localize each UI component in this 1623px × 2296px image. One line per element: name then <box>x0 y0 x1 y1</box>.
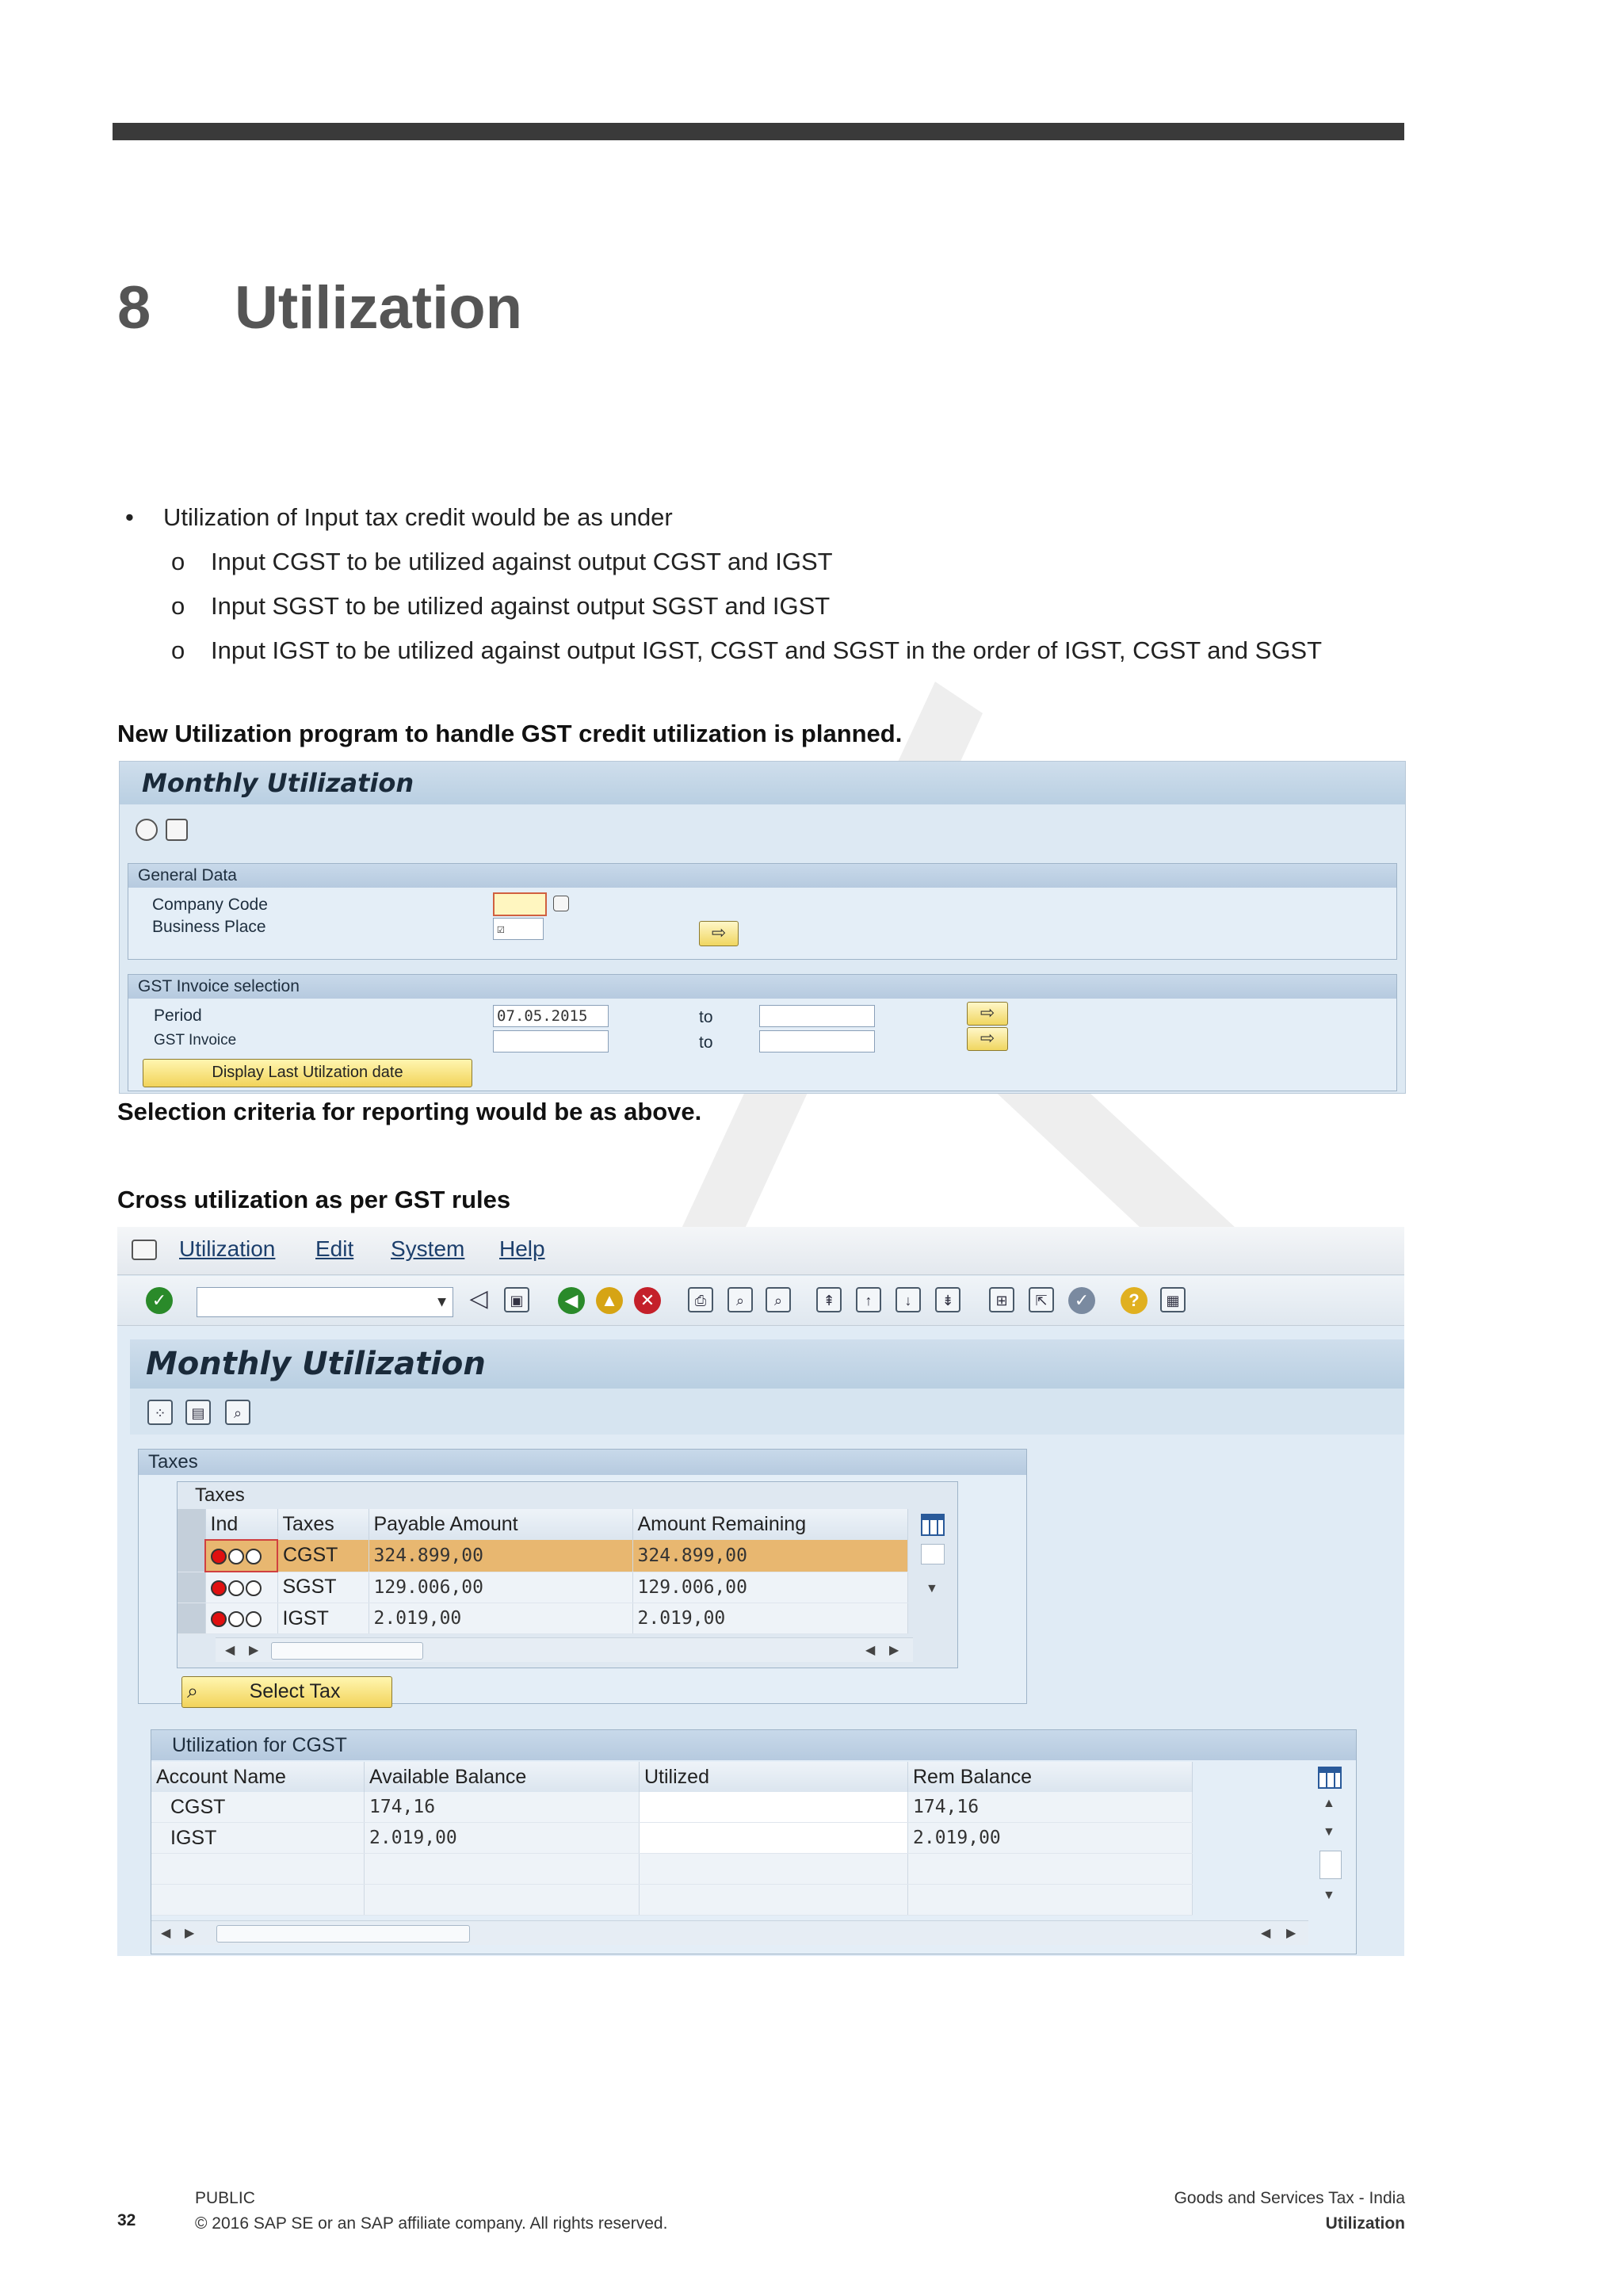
col-rem-balance[interactable]: Rem Balance <box>908 1762 1193 1792</box>
last-page-icon[interactable]: ⇟ <box>935 1287 960 1312</box>
payable-cell: 129.006,00 <box>369 1572 632 1603</box>
legend-icon[interactable]: ⁘ <box>147 1400 173 1425</box>
taxes-group <box>138 1449 1027 1704</box>
col-taxes[interactable]: Taxes <box>277 1509 369 1540</box>
select-all-cell[interactable] <box>178 1509 205 1540</box>
classification-label: PUBLIC <box>195 2189 255 2207</box>
search-icon: ⌕ <box>187 1680 199 1702</box>
col-utilized[interactable]: Utilized <box>640 1762 908 1792</box>
general-data-header: General Data <box>128 864 1396 888</box>
scroll-down-arrow-icon[interactable]: ▼ <box>1323 1825 1335 1839</box>
payable-cell: 324.899,00 <box>369 1540 632 1572</box>
period-from-input[interactable]: 07.05.2015 <box>493 1005 609 1027</box>
paragraph-cross-utilization: Cross utilization as per GST rules <box>117 1186 511 1213</box>
variant-icon[interactable] <box>166 819 188 841</box>
available-cell: 2.019,00 <box>365 1823 640 1854</box>
utilization-horizontal-scrollbar[interactable]: ◀ ▶ ◀ ▶ <box>151 1920 1308 1945</box>
screen-title: Monthly Utilization <box>130 1339 1404 1389</box>
taxes-table-title: Taxes <box>195 1484 245 1506</box>
next-page-icon[interactable]: ↓ <box>896 1287 921 1312</box>
layout-menu-icon[interactable]: ▦ <box>1160 1287 1186 1312</box>
taxes-table-control <box>177 1481 958 1668</box>
chapter-title: Utilization <box>235 274 523 342</box>
status-lights-icon <box>205 1603 277 1634</box>
section-name: Utilization <box>1325 2214 1405 2233</box>
find-next-icon[interactable]: ⌕ <box>766 1287 791 1312</box>
table-row[interactable] <box>178 1603 907 1634</box>
business-place-label: Business Place <box>152 918 266 936</box>
find-icon[interactable]: ⌕ <box>727 1287 753 1312</box>
period-label: Period <box>154 1007 202 1025</box>
value-help-icon[interactable] <box>553 896 569 911</box>
details-search-icon[interactable]: ⌕ <box>225 1400 250 1425</box>
period-multiple-selection-icon[interactable]: ⇨ <box>967 1002 1008 1026</box>
remaining-cell: 2.019,00 <box>632 1603 907 1634</box>
bullet-main: • Utilization of Input tax credit would be as under <box>119 495 1322 540</box>
rem-cell: 174,16 <box>908 1792 1193 1823</box>
customize-layout-icon[interactable]: ✓ <box>1068 1287 1095 1314</box>
back-icon[interactable]: ◀ <box>558 1287 585 1314</box>
taxes-table <box>178 1509 908 1634</box>
gst-invoice-to-input[interactable] <box>759 1030 875 1052</box>
gst-invoice-to-label: to <box>699 1033 713 1052</box>
page-number: 32 <box>117 2211 136 2229</box>
standard-toolbar <box>117 1276 1404 1326</box>
utilization-header-row <box>151 1762 1193 1792</box>
company-code-label: Company Code <box>152 896 268 914</box>
vertical-scroll-thumb[interactable] <box>1319 1851 1342 1879</box>
save-icon[interactable]: ▣ <box>504 1287 529 1312</box>
table-row-empty[interactable] <box>151 1854 1193 1885</box>
gst-invoice-from-input[interactable] <box>493 1030 609 1052</box>
taxes-horizontal-scrollbar[interactable]: ◀ ▶ ◀ ▶ <box>216 1637 913 1662</box>
remaining-cell: 129.006,00 <box>632 1572 907 1603</box>
monthly-utilization-selection-screen <box>119 761 1406 1094</box>
print-icon[interactable]: ⎙ <box>688 1287 713 1312</box>
table-row-empty[interactable] <box>151 1885 1193 1916</box>
menu-edit[interactable]: Edit <box>315 1236 354 1261</box>
business-place-checkbox[interactable]: ☑ <box>493 918 544 940</box>
enter-check-icon[interactable]: ✓ <box>146 1287 173 1314</box>
vertical-scroll-thumb[interactable] <box>921 1544 945 1564</box>
chapter-heading <box>117 273 522 342</box>
scroll-down-arrow-icon[interactable]: ▼ <box>926 1582 938 1595</box>
paragraph-selection-criteria: Selection criteria for reporting would be as above. <box>117 1098 702 1125</box>
invoice-multiple-selection-icon[interactable]: ⇨ <box>967 1027 1008 1051</box>
utilization-group-header: Utilization for CGST <box>151 1730 1356 1760</box>
tax-cell: CGST <box>277 1540 369 1572</box>
bullet-sub-2: o Input SGST to be utilized against output SGST and IGST <box>171 592 831 620</box>
period-to-input[interactable] <box>759 1005 875 1027</box>
period-to-label: to <box>699 1008 713 1026</box>
multiple-selection-arrow-icon[interactable]: ⇨ <box>699 921 739 946</box>
cancel-icon[interactable]: ✕ <box>634 1287 661 1314</box>
account-cell: IGST <box>151 1823 365 1854</box>
utilization-for-cgst-group <box>151 1729 1357 1954</box>
help-icon[interactable]: ? <box>1121 1287 1148 1314</box>
available-cell: 174,16 <box>365 1792 640 1823</box>
menu-utilization[interactable]: Utilization <box>179 1236 276 1261</box>
col-payable-amount[interactable]: Payable Amount <box>369 1509 632 1540</box>
calculator-icon[interactable]: ▤ <box>185 1400 211 1425</box>
gst-invoice-selection-group <box>128 974 1397 1091</box>
paragraph-utilization-program: New Utilization program to handle GST credit utilization is planned. <box>117 720 903 747</box>
bullet-sub-3: o Input IGST to be utilized against output IGST, CGST and SGST in the order of IGST, CGST and SGST <box>171 636 1323 664</box>
tax-cell: IGST <box>277 1603 369 1634</box>
utilization-table <box>151 1762 1193 1916</box>
first-page-icon[interactable]: ⇞ <box>816 1287 842 1312</box>
status-lights-icon <box>205 1540 277 1572</box>
taxes-group-header: Taxes <box>139 1450 1026 1475</box>
col-amount-remaining[interactable]: Amount Remaining <box>632 1509 907 1540</box>
create-session-icon[interactable]: ⊞ <box>989 1287 1014 1312</box>
footer-right <box>1174 2186 1405 2237</box>
table-row[interactable] <box>178 1540 907 1572</box>
menu-system[interactable]: System <box>391 1236 465 1261</box>
company-code-input[interactable] <box>493 892 547 916</box>
col-account-name[interactable]: Account Name <box>151 1762 365 1792</box>
previous-page-icon[interactable]: ↑ <box>856 1287 881 1312</box>
table-row[interactable] <box>178 1572 907 1603</box>
display-last-utilization-date-button[interactable]: Display Last Utilzation date <box>143 1059 472 1087</box>
menu-help[interactable]: Help <box>499 1236 545 1261</box>
tax-cell: SGST <box>277 1572 369 1603</box>
select-tax-button[interactable]: ⌕ Select Tax <box>181 1676 392 1708</box>
payable-cell: 2.019,00 <box>369 1603 632 1634</box>
document-title: Goods and Services Tax - India <box>1174 2189 1405 2207</box>
footer-left <box>195 2186 667 2237</box>
bullet-sub-1: o Input CGST to be utilized against output CGST and IGST <box>171 548 833 575</box>
gst-invoice-label: GST Invoice <box>154 1032 237 1049</box>
col-available-balance[interactable]: Available Balance <box>365 1762 640 1792</box>
execute-icon[interactable] <box>136 819 158 841</box>
rem-cell: 2.019,00 <box>908 1823 1193 1854</box>
back-arrow-icon[interactable]: ◁ <box>469 1286 488 1312</box>
status-lights-icon <box>205 1572 277 1603</box>
general-data-group <box>128 863 1397 960</box>
shortcut-icon[interactable]: ⇱ <box>1029 1287 1054 1312</box>
top-rule <box>113 123 1404 140</box>
utilized-input[interactable] <box>640 1823 908 1854</box>
application-toolbar <box>130 1389 1404 1435</box>
utilization-table-settings-icon[interactable] <box>1318 1767 1342 1789</box>
utilized-input[interactable] <box>640 1792 908 1823</box>
remaining-cell: 324.899,00 <box>632 1540 907 1572</box>
taxes-table-header-row <box>178 1509 907 1540</box>
copyright-text: © 2016 SAP SE or an SAP affiliate company. All rights reserved. <box>195 2214 668 2233</box>
table-row[interactable] <box>151 1792 1193 1823</box>
session-menu-icon[interactable] <box>132 1240 157 1260</box>
command-field[interactable]: ▼ <box>197 1287 453 1317</box>
col-ind[interactable]: Ind <box>205 1509 277 1540</box>
account-cell: CGST <box>151 1792 365 1823</box>
scroll-bottom-arrow-icon[interactable]: ▼ <box>1323 1889 1335 1902</box>
scroll-up-arrow-icon[interactable]: ▲ <box>1323 1797 1335 1810</box>
monthly-utilization-screen <box>117 1227 1404 1956</box>
exit-icon[interactable]: ▲ <box>596 1287 623 1314</box>
table-row[interactable] <box>151 1823 1193 1854</box>
table-settings-icon[interactable] <box>921 1514 945 1536</box>
chapter-number: 8 <box>117 274 151 342</box>
screen-title: Monthly Utilization <box>120 762 1405 804</box>
bullet-list <box>119 495 1322 673</box>
menu-bar <box>117 1227 1404 1275</box>
gst-invoice-selection-header: GST Invoice selection <box>128 975 1396 999</box>
